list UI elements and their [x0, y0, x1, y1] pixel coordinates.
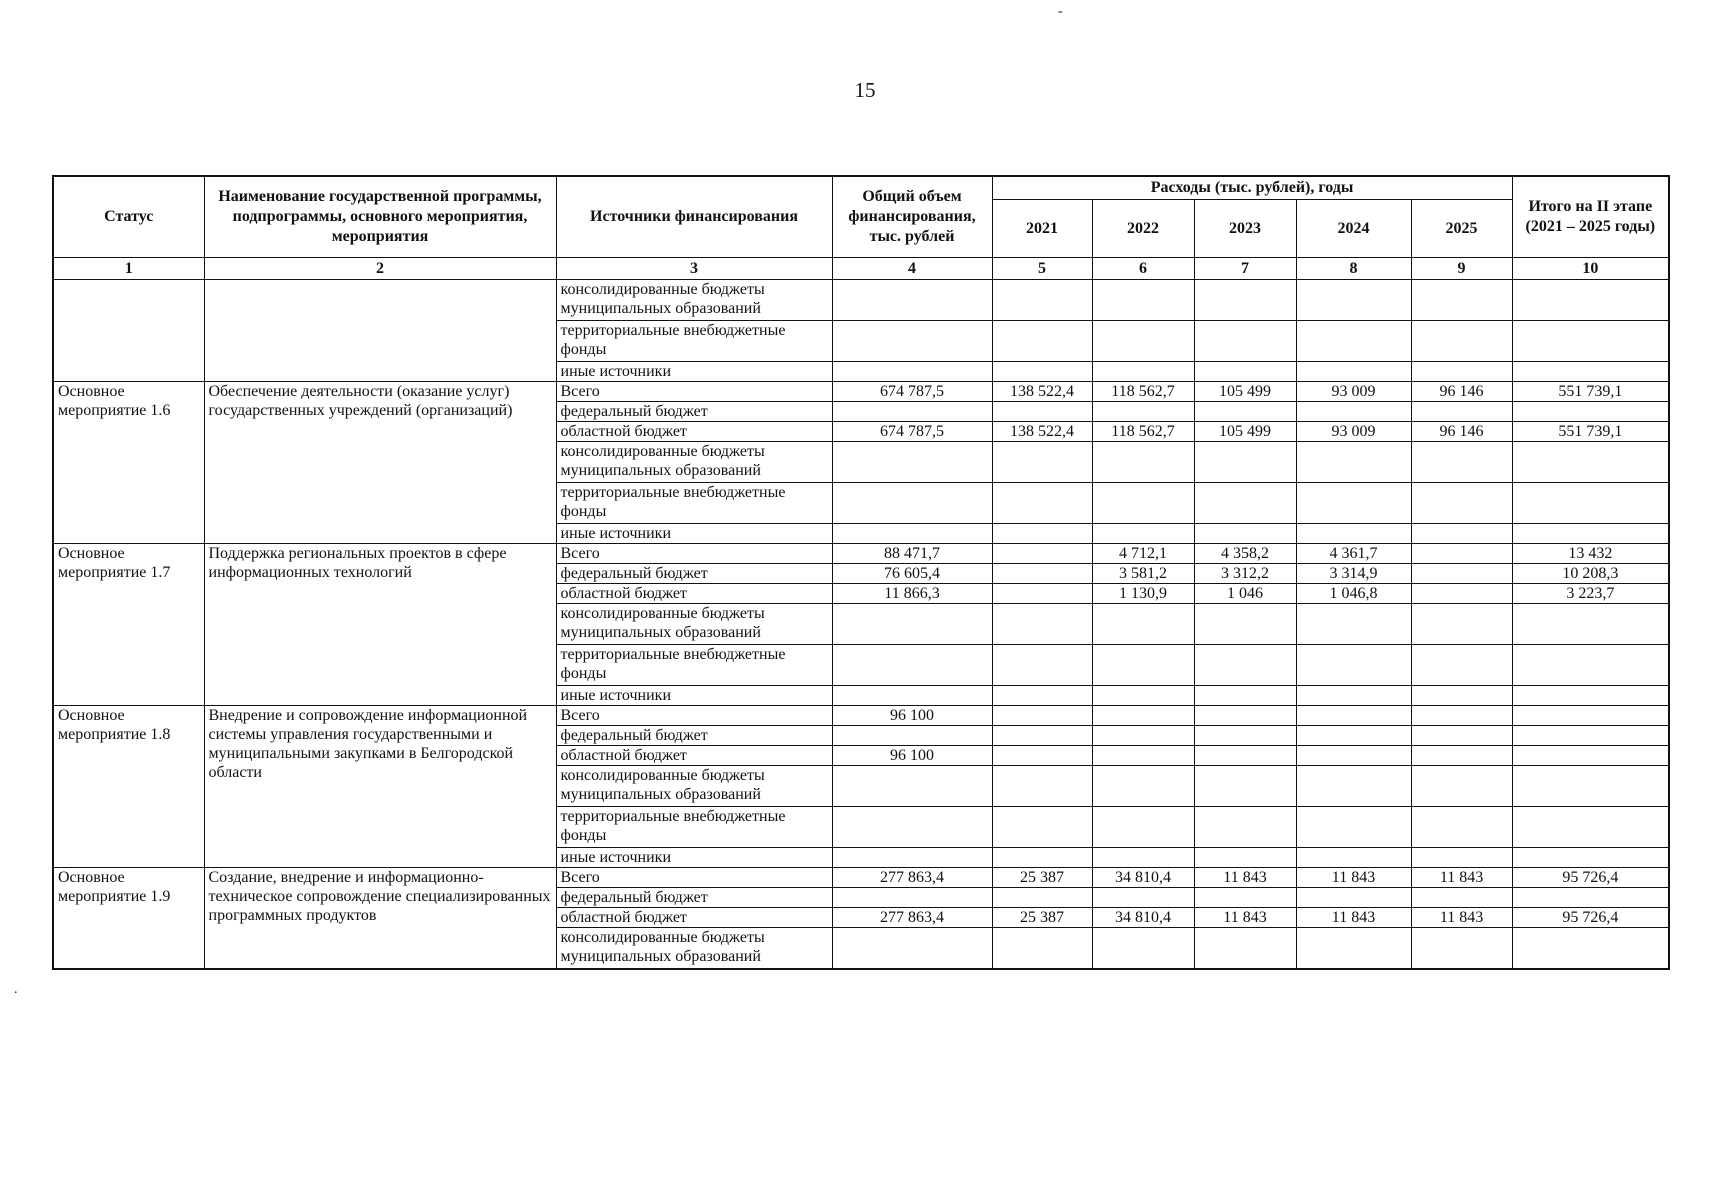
value-cell	[992, 807, 1092, 848]
value-cell	[992, 746, 1092, 766]
header-year-2023: 2023	[1194, 200, 1296, 258]
value-cell	[1296, 726, 1411, 746]
value-cell	[1092, 766, 1194, 807]
value-cell	[1512, 766, 1669, 807]
value-cell	[1296, 524, 1411, 544]
value-cell	[992, 483, 1092, 524]
table-row	[53, 868, 1669, 888]
value-cell	[1296, 402, 1411, 422]
value-cell	[1194, 807, 1296, 848]
source-cell: Всего	[556, 544, 832, 564]
value-cell: 13 432	[1512, 544, 1669, 564]
value-cell: 105 499	[1194, 422, 1296, 442]
value-cell: 4 712,1	[1092, 544, 1194, 564]
source-cell: территориальные внебюджетные фонды	[556, 321, 832, 362]
value-cell: 76 605,4	[832, 564, 992, 584]
table-row	[53, 544, 1669, 564]
source-cell: консолидированные бюджеты муниципальных образований	[556, 280, 832, 321]
value-cell	[832, 686, 992, 706]
value-cell: 11 843	[1296, 868, 1411, 888]
value-cell	[1092, 645, 1194, 686]
value-cell	[1194, 888, 1296, 908]
value-cell	[1512, 442, 1669, 483]
value-cell: 4 361,7	[1296, 544, 1411, 564]
value-cell: 11 843	[1411, 908, 1512, 928]
value-cell	[1411, 483, 1512, 524]
value-cell: 11 843	[1194, 908, 1296, 928]
value-cell	[1512, 888, 1669, 908]
source-cell: иные источники	[556, 524, 832, 544]
value-cell	[992, 848, 1092, 868]
header-name: Наименование государственной программы, подпрограммы, основного мероприятия, мероприятия	[204, 176, 556, 258]
source-cell: иные источники	[556, 362, 832, 382]
value-cell	[1092, 604, 1194, 645]
value-cell	[992, 928, 1092, 970]
value-cell	[1512, 848, 1669, 868]
value-cell	[1411, 928, 1512, 970]
source-cell: иные источники	[556, 848, 832, 868]
value-cell: 10 208,3	[1512, 564, 1669, 584]
value-cell	[1296, 706, 1411, 726]
value-cell	[1296, 888, 1411, 908]
value-cell	[1512, 524, 1669, 544]
header-year-2021: 2021	[992, 200, 1092, 258]
value-cell: 11 866,3	[832, 584, 992, 604]
header-sources: Источники финансирования	[556, 176, 832, 258]
value-cell: 277 863,4	[832, 868, 992, 888]
value-cell	[992, 888, 1092, 908]
value-cell	[1194, 928, 1296, 970]
value-cell	[1092, 706, 1194, 726]
value-cell: 551 739,1	[1512, 382, 1669, 402]
value-cell	[1092, 848, 1194, 868]
value-cell	[832, 848, 992, 868]
value-cell	[992, 544, 1092, 564]
status-cell: Основное мероприятие 1.9	[53, 868, 204, 970]
value-cell: 95 726,4	[1512, 868, 1669, 888]
value-cell	[1194, 726, 1296, 746]
value-cell	[832, 726, 992, 746]
value-cell	[1411, 280, 1512, 321]
value-cell	[1512, 686, 1669, 706]
value-cell: 3 581,2	[1092, 564, 1194, 584]
value-cell: 1 046	[1194, 584, 1296, 604]
value-cell: 25 387	[992, 908, 1092, 928]
header-year-2022: 2022	[1092, 200, 1194, 258]
value-cell: 118 562,7	[1092, 422, 1194, 442]
table-row	[53, 280, 1669, 321]
value-cell: 674 787,5	[832, 422, 992, 442]
value-cell	[832, 442, 992, 483]
header-year-2025: 2025	[1411, 200, 1512, 258]
value-cell	[1296, 442, 1411, 483]
value-cell	[1092, 726, 1194, 746]
source-cell: областной бюджет	[556, 584, 832, 604]
value-cell	[1194, 848, 1296, 868]
value-cell	[1512, 362, 1669, 382]
source-cell: Всего	[556, 382, 832, 402]
source-cell: федеральный бюджет	[556, 564, 832, 584]
value-cell: 3 223,7	[1512, 584, 1669, 604]
program-name-cell: Создание, внедрение и информационно-техническое сопровождение специализированных программных продуктов	[204, 868, 556, 970]
value-cell: 11 843	[1194, 868, 1296, 888]
value-cell	[992, 321, 1092, 362]
value-cell	[1296, 928, 1411, 970]
header-status: Статус	[53, 176, 204, 258]
status-cell: Основное мероприятие 1.8	[53, 706, 204, 868]
value-cell	[1194, 706, 1296, 726]
value-cell: 93 009	[1296, 382, 1411, 402]
budget-table	[52, 175, 1670, 970]
value-cell	[1092, 402, 1194, 422]
value-cell	[832, 321, 992, 362]
value-cell	[1512, 321, 1669, 362]
value-cell	[1194, 524, 1296, 544]
value-cell	[1092, 746, 1194, 766]
source-cell: консолидированные бюджеты муниципальных образований	[556, 766, 832, 807]
source-cell: консолидированные бюджеты муниципальных образований	[556, 928, 832, 970]
value-cell: 25 387	[992, 868, 1092, 888]
status-cell: Основное мероприятие 1.6	[53, 382, 204, 544]
value-cell: 96 100	[832, 706, 992, 726]
column-number: 2	[204, 258, 556, 280]
source-cell: областной бюджет	[556, 908, 832, 928]
value-cell	[1296, 645, 1411, 686]
column-number: 4	[832, 258, 992, 280]
value-cell	[1194, 402, 1296, 422]
value-cell: 551 739,1	[1512, 422, 1669, 442]
value-cell: 3 314,9	[1296, 564, 1411, 584]
value-cell	[1092, 483, 1194, 524]
value-cell	[992, 604, 1092, 645]
value-cell: 34 810,4	[1092, 908, 1194, 928]
page-number: 15	[854, 78, 876, 102]
value-cell	[1194, 442, 1296, 483]
column-number: 8	[1296, 258, 1411, 280]
value-cell	[1296, 746, 1411, 766]
value-cell	[832, 807, 992, 848]
value-cell	[1092, 321, 1194, 362]
value-cell	[1411, 564, 1512, 584]
column-number: 6	[1092, 258, 1194, 280]
header-itogo: Итого на II этапе (2021 – 2025 годы)	[1512, 176, 1669, 258]
value-cell	[832, 524, 992, 544]
column-number: 10	[1512, 258, 1669, 280]
value-cell	[1411, 888, 1512, 908]
source-cell: Всего	[556, 868, 832, 888]
margin-dot-mark: .	[14, 982, 18, 997]
value-cell	[1296, 807, 1411, 848]
source-cell: консолидированные бюджеты муниципальных образований	[556, 604, 832, 645]
value-cell	[1411, 321, 1512, 362]
value-cell	[992, 280, 1092, 321]
value-cell	[1512, 928, 1669, 970]
value-cell	[832, 645, 992, 686]
program-name-cell: Обеспечение деятельности (оказание услуг) государственных учреждений (организаций)	[204, 382, 556, 544]
source-cell: территориальные внебюджетные фонды	[556, 483, 832, 524]
value-cell	[992, 524, 1092, 544]
value-cell	[1512, 280, 1669, 321]
value-cell	[1411, 766, 1512, 807]
value-cell	[1194, 686, 1296, 706]
value-cell	[1512, 726, 1669, 746]
value-cell	[992, 402, 1092, 422]
source-cell: областной бюджет	[556, 422, 832, 442]
value-cell: 118 562,7	[1092, 382, 1194, 402]
value-cell: 96 100	[832, 746, 992, 766]
value-cell	[1296, 766, 1411, 807]
source-cell: федеральный бюджет	[556, 888, 832, 908]
column-number: 3	[556, 258, 832, 280]
value-cell	[1411, 807, 1512, 848]
value-cell: 11 843	[1296, 908, 1411, 928]
value-cell: 96 146	[1411, 382, 1512, 402]
value-cell	[1194, 604, 1296, 645]
value-cell: 674 787,5	[832, 382, 992, 402]
value-cell	[1411, 544, 1512, 564]
value-cell	[1512, 604, 1669, 645]
column-numbers-row	[53, 258, 1669, 280]
value-cell	[992, 564, 1092, 584]
value-cell: 4 358,2	[1194, 544, 1296, 564]
value-cell	[1194, 645, 1296, 686]
source-cell: областной бюджет	[556, 746, 832, 766]
status-cell: Основное мероприятие 1.7	[53, 544, 204, 706]
value-cell: 11 843	[1411, 868, 1512, 888]
value-cell	[1194, 280, 1296, 321]
value-cell	[1512, 483, 1669, 524]
value-cell	[1512, 746, 1669, 766]
source-cell: территориальные внебюджетные фонды	[556, 645, 832, 686]
value-cell	[992, 584, 1092, 604]
value-cell	[1194, 746, 1296, 766]
value-cell	[992, 645, 1092, 686]
value-cell	[1296, 362, 1411, 382]
program-name-cell-empty	[204, 280, 556, 382]
value-cell	[1296, 321, 1411, 362]
value-cell	[1194, 766, 1296, 807]
source-cell: консолидированные бюджеты муниципальных образований	[556, 442, 832, 483]
value-cell	[832, 888, 992, 908]
value-cell	[1411, 584, 1512, 604]
program-name-cell: Внедрение и сопровождение информационной системы управления государственными и муниципальными закупками в Белгородской области	[204, 706, 556, 868]
value-cell	[1411, 848, 1512, 868]
header-year-2024: 2024	[1296, 200, 1411, 258]
value-cell: 138 522,4	[992, 382, 1092, 402]
value-cell	[1092, 807, 1194, 848]
value-cell: 34 810,4	[1092, 868, 1194, 888]
value-cell	[1092, 442, 1194, 483]
value-cell	[1411, 524, 1512, 544]
value-cell	[1411, 362, 1512, 382]
value-cell	[1411, 645, 1512, 686]
value-cell	[1512, 645, 1669, 686]
value-cell	[1194, 321, 1296, 362]
value-cell	[992, 726, 1092, 746]
column-number: 5	[992, 258, 1092, 280]
value-cell	[1092, 524, 1194, 544]
column-number: 7	[1194, 258, 1296, 280]
value-cell	[1296, 280, 1411, 321]
value-cell	[1512, 706, 1669, 726]
value-cell	[1411, 442, 1512, 483]
value-cell	[1194, 483, 1296, 524]
source-cell: Всего	[556, 706, 832, 726]
value-cell: 1 046,8	[1296, 584, 1411, 604]
value-cell: 95 726,4	[1512, 908, 1669, 928]
value-cell	[832, 483, 992, 524]
value-cell	[1411, 402, 1512, 422]
value-cell	[1411, 604, 1512, 645]
value-cell	[1411, 746, 1512, 766]
source-cell: территориальные внебюджетные фонды	[556, 807, 832, 848]
value-cell: 138 522,4	[992, 422, 1092, 442]
value-cell: 93 009	[1296, 422, 1411, 442]
value-cell	[1512, 402, 1669, 422]
value-cell	[992, 362, 1092, 382]
table-row	[53, 382, 1669, 402]
value-cell	[1411, 726, 1512, 746]
page-dash-mark: -	[1058, 4, 1063, 19]
value-cell	[1411, 706, 1512, 726]
value-cell	[1296, 604, 1411, 645]
value-cell	[992, 442, 1092, 483]
column-number: 9	[1411, 258, 1512, 280]
value-cell	[992, 766, 1092, 807]
table-row	[53, 706, 1669, 726]
value-cell	[992, 686, 1092, 706]
column-number: 1	[53, 258, 204, 280]
source-cell: федеральный бюджет	[556, 402, 832, 422]
value-cell	[1092, 686, 1194, 706]
value-cell	[832, 402, 992, 422]
value-cell: 96 146	[1411, 422, 1512, 442]
value-cell: 3 312,2	[1194, 564, 1296, 584]
value-cell	[832, 280, 992, 321]
value-cell	[1092, 888, 1194, 908]
source-cell: федеральный бюджет	[556, 726, 832, 746]
program-name-cell: Поддержка региональных проектов в сфере информационных технологий	[204, 544, 556, 706]
value-cell	[1296, 483, 1411, 524]
value-cell	[1092, 280, 1194, 321]
value-cell	[1296, 848, 1411, 868]
value-cell	[832, 362, 992, 382]
value-cell	[1512, 807, 1669, 848]
value-cell	[1296, 686, 1411, 706]
source-cell: иные источники	[556, 686, 832, 706]
value-cell	[1092, 362, 1194, 382]
value-cell	[832, 766, 992, 807]
value-cell: 1 130,9	[1092, 584, 1194, 604]
value-cell	[832, 928, 992, 970]
value-cell: 277 863,4	[832, 908, 992, 928]
value-cell	[1411, 686, 1512, 706]
value-cell: 105 499	[1194, 382, 1296, 402]
header-expenses: Расходы (тыс. рублей), годы	[992, 176, 1512, 200]
value-cell: 88 471,7	[832, 544, 992, 564]
value-cell	[1194, 362, 1296, 382]
value-cell	[1092, 928, 1194, 970]
value-cell	[992, 706, 1092, 726]
header-total: Общий объем финансирования, тыс. рублей	[832, 176, 992, 258]
value-cell	[832, 604, 992, 645]
status-cell-empty	[53, 280, 204, 382]
table-body	[53, 258, 1669, 970]
